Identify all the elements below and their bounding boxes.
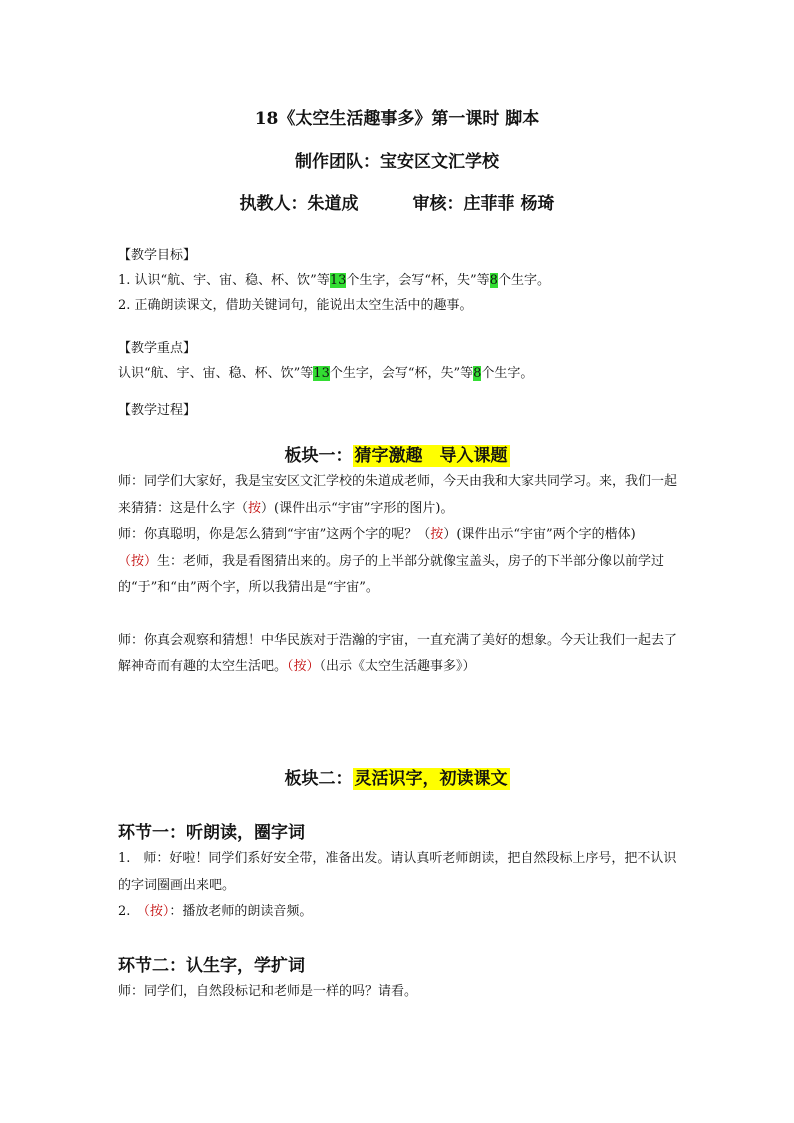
goals-section bbox=[118, 243, 683, 318]
module-1-highlight: 猜字激趣 导入课题 bbox=[354, 446, 508, 466]
char-count-highlight: 13 bbox=[329, 273, 347, 288]
module-2-heading: 板块二： 灵活识字，初读课文 bbox=[284, 769, 508, 789]
focus-line: 认识“航、宇、宙、稳、杯、饮”等13个生字，会写“杯，失”等8个生字。 bbox=[118, 366, 534, 381]
focus-section bbox=[118, 336, 683, 386]
production-team: 制作团队：宝安区文汇学校 bbox=[295, 152, 499, 172]
reviewer-names: 审核：庄菲菲 bbox=[412, 194, 515, 214]
press-cue: 按 bbox=[248, 500, 262, 516]
goals-heading: 【教学目标】 bbox=[118, 248, 197, 263]
write-count-highlight: 8 bbox=[473, 366, 482, 381]
step-1-body bbox=[118, 846, 683, 926]
step-1-item-2: 2. （按）：播放老师的朗读音频。 bbox=[118, 904, 313, 919]
press-cue: （按） bbox=[118, 553, 158, 569]
press-cue: （按） bbox=[143, 904, 170, 919]
step-1-title: 环节一：听朗读，圈字词 bbox=[118, 823, 305, 843]
module-1-para-3: （按）生：老师，我是看图猜出来的。房子的上半部分就像宝盖头，房子的下半部分像以前学过的“于”和“由”两个字，所以我猜出是“宇宙”。 bbox=[118, 553, 665, 595]
process-heading: 【教学过程】 bbox=[118, 403, 197, 418]
module-1-para-2: 师：你真聪明，你是怎么猜到“宇宙”这两个字的呢？（按）(课件出示“宇宙”两个字的楷体) bbox=[118, 527, 636, 542]
reviewer-second: 杨琦 bbox=[520, 194, 555, 214]
step-1-item-1: 1. 师：好啦！同学们系好安全带，准备出发。请认真听老师朗读，把自然段标上序号，把不认识的字词圈画出来吧。 bbox=[118, 851, 677, 893]
focus-heading: 【教学重点】 bbox=[118, 341, 197, 356]
module-1-para-4: 师：你真会观察和猜想！中华民族对于浩瀚的宇宙，一直充满了美好的想象。今天让我们一起去了解神奇而有趣的太空生活吧。（按）（出示《太空生活趣事多》） bbox=[118, 632, 678, 674]
step-2-title: 环节二：认生字，学扩词 bbox=[118, 956, 305, 976]
module-2-highlight: 灵活识字，初读课文 bbox=[354, 769, 508, 789]
staff-line bbox=[0, 189, 794, 214]
press-cue: 按 bbox=[430, 527, 444, 542]
teacher-name: 执教人：朱道成 bbox=[239, 194, 359, 214]
press-cue: （按） bbox=[287, 659, 320, 674]
step-2-line: 师：同学们，自然段标记和老师是一样的吗？请看。 bbox=[118, 984, 418, 999]
step-2-body bbox=[118, 979, 683, 1004]
module-1-body bbox=[118, 469, 683, 681]
goals-line-1: 1. 认识“航、宇、宙、稳、杯、饮”等13个生字，会写“杯，失”等8个生字。 bbox=[118, 273, 550, 288]
goals-line-2: 2. 正确朗读课文，借助关键词句，能说出太空生活中的趣事。 bbox=[118, 298, 473, 313]
module-1-heading: 板块一： 猜字激趣 导入课题 bbox=[284, 446, 508, 466]
char-count-highlight: 13 bbox=[313, 366, 330, 381]
write-count-highlight: 8 bbox=[489, 273, 498, 288]
module-1-para-1: 师：同学们大家好，我是宝安区文汇学校的朱道成老师，今天由我和大家共同学习。来，我们一起来猜猜：这是什么字（按）(课件出示“宇宙”字形的图片)。 bbox=[118, 474, 678, 516]
doc-title: 18《太空生活趣事多》第一课时 脚本 bbox=[254, 109, 540, 129]
